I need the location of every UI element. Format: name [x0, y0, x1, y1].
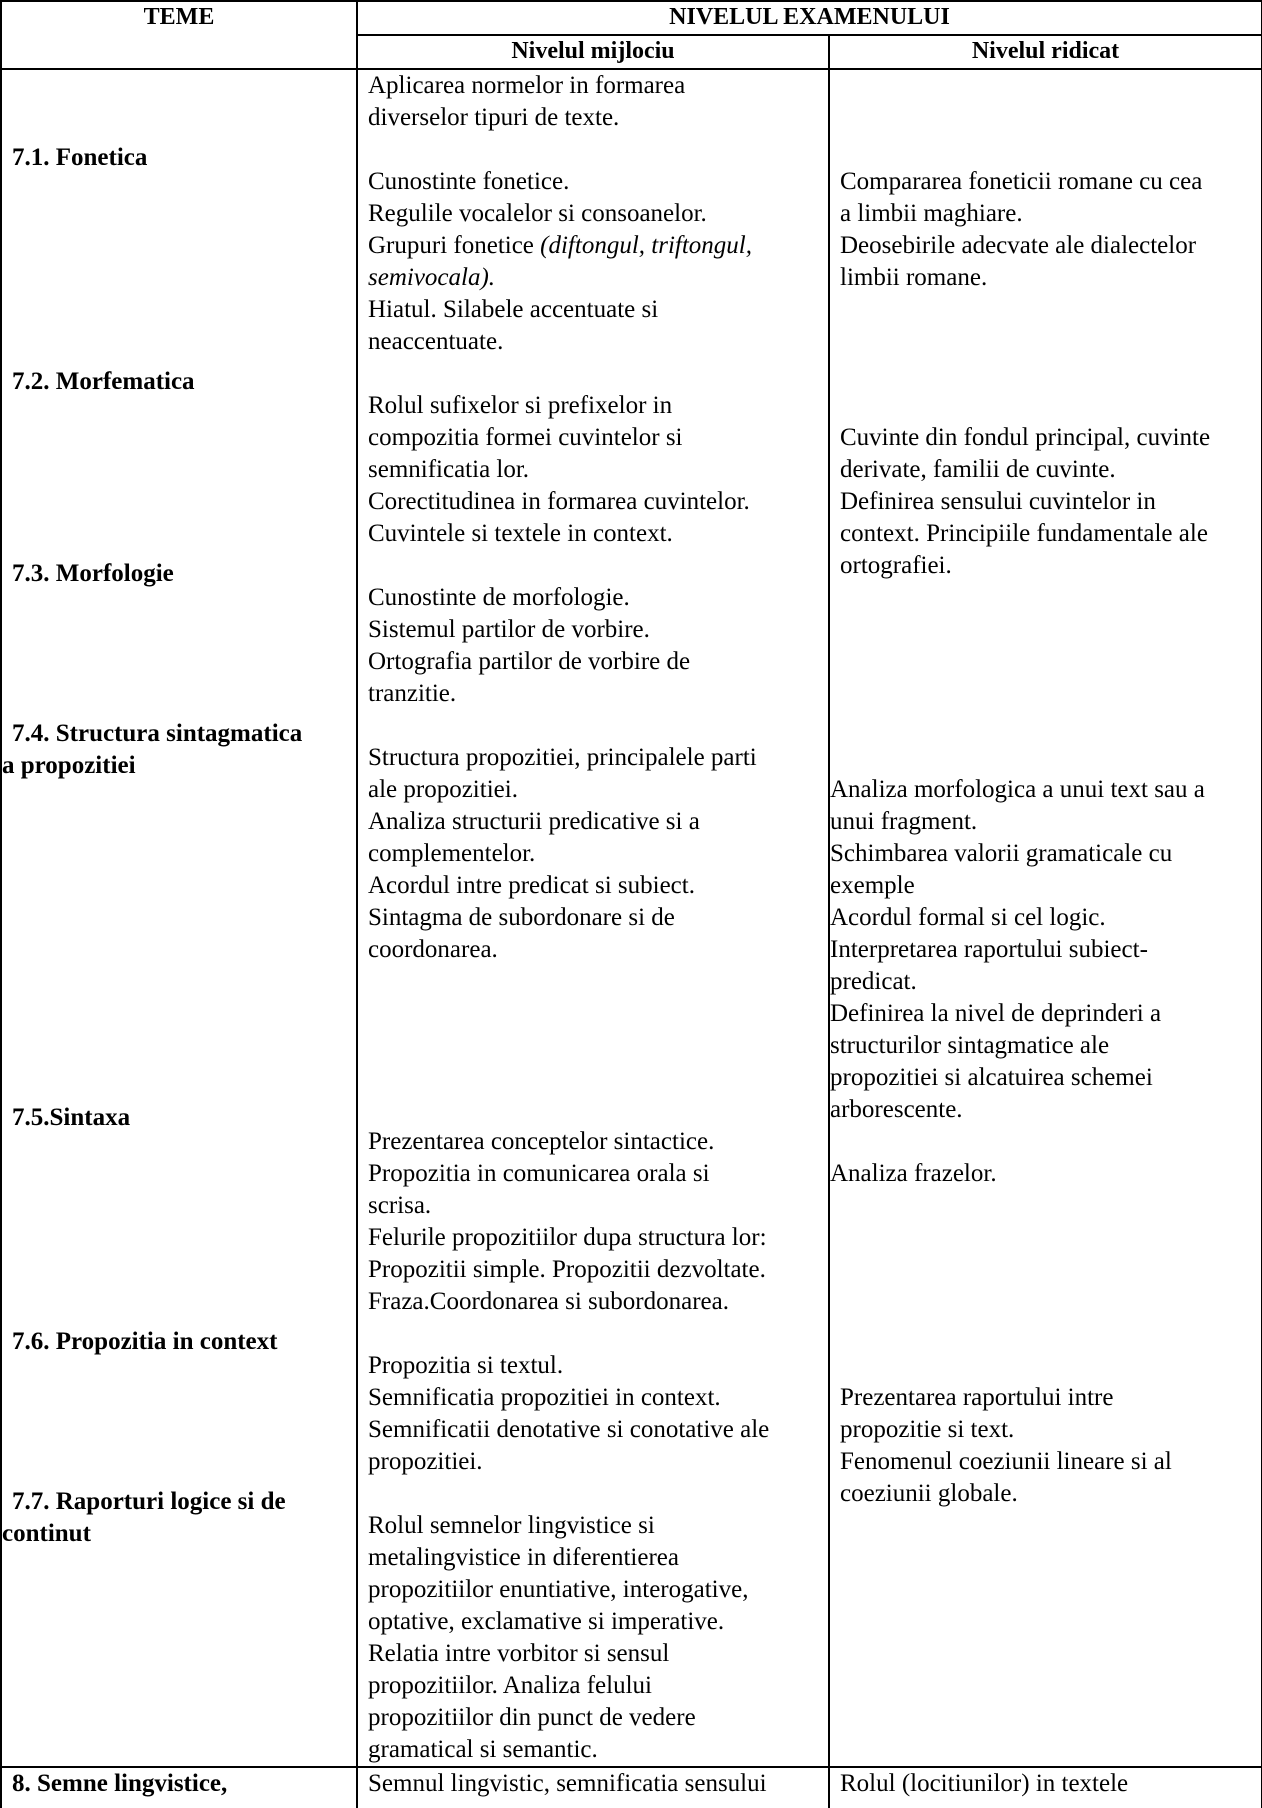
text-line: Semnificatia propozitiei in context.: [368, 1384, 721, 1411]
text-line: semnificatia lor.: [368, 456, 530, 483]
text-line: Hiatul. Silabele accentuate si: [368, 296, 659, 323]
text-line: Definirea la nivel de deprinderi a: [830, 1000, 1162, 1027]
text-line: Compararea foneticii romane cu cea: [840, 168, 1203, 195]
text-line: neaccentuate.: [368, 328, 504, 355]
topics-column: [1, 69, 357, 1767]
text-line: limbii romane.: [840, 264, 988, 291]
text-line: predicat.: [830, 968, 917, 995]
text-line: propozitie si text.: [840, 1416, 1015, 1443]
header-topics: TEME: [1, 1, 357, 69]
topic-cell: [1, 1767, 357, 1808]
header-row-1: [1, 1, 1262, 35]
topic-label: continut: [2, 1520, 91, 1547]
text-line: a limbii maghiare.: [840, 200, 1023, 227]
topic-label: 7.5.Sintaxa: [12, 1104, 131, 1131]
text-line: Rolul sufixelor si prefixelor in: [368, 392, 673, 419]
text-line: Rolul (locitiunilor) in textele: [840, 1770, 1129, 1797]
text-segment-italic: (diftongul, triftongul,: [540, 232, 752, 259]
text-line: Relatia intre vorbitor si sensul: [368, 1640, 670, 1667]
text-line: ale propozitiei.: [368, 776, 518, 803]
text-line: Acordul intre predicat si subiect.: [368, 872, 695, 899]
mid-level-cell: [357, 1767, 829, 1808]
high-level-column: [829, 69, 1262, 1767]
text-line: Aplicarea normelor in formarea: [368, 72, 686, 99]
text-line: scrisa.: [368, 1192, 432, 1219]
text-line: Sistemul partilor de vorbire.: [368, 616, 650, 643]
header-high-level: Nivelul ridicat: [829, 35, 1262, 69]
text-line: Propozitii simple. Propozitii dezvoltate.: [368, 1256, 766, 1283]
text-line: Propozitia si textul.: [368, 1352, 564, 1379]
text-line: Definirea sensului cuvintelor in: [840, 488, 1156, 515]
text-line: metalingvistice in diferentierea: [368, 1544, 679, 1571]
text-line: gramatical si semantic.: [368, 1736, 598, 1763]
text-line: Schimbarea valorii gramaticale cu: [830, 840, 1173, 867]
text-line: propozitiilor. Analiza felului: [368, 1672, 652, 1699]
text-line: unui fragment.: [830, 808, 978, 835]
text-line: Cuvinte din fondul principal, cuvinte: [840, 424, 1211, 451]
text-line: Analiza frazelor.: [830, 1160, 997, 1187]
mid-level-column: [357, 69, 829, 1767]
topic-label: 7.7. Raporturi logice si de: [12, 1488, 286, 1515]
text-line: Cuvintele si textele in context.: [368, 520, 673, 547]
text-line: Regulile vocalelor si consoanelor.: [368, 200, 707, 227]
text-line: coeziunii globale.: [840, 1480, 1018, 1507]
text-line: structurilor sintagmatice ale: [830, 1032, 1110, 1059]
text-line: Felurile propozitiilor dupa structura lor:: [368, 1224, 767, 1251]
topic-label: a propozitiei: [2, 752, 136, 779]
text-line: Propozitia in comunicarea orala si: [368, 1160, 710, 1187]
topic-label: 7.1. Fonetica: [12, 144, 148, 171]
text-line: arborescente.: [830, 1096, 963, 1123]
header-mid-level: Nivelul mijlociu: [357, 35, 829, 69]
topic-label: 7.3. Morfologie: [12, 560, 174, 587]
text-line: Sintagma de subordonare si de: [368, 904, 675, 931]
text-line: compozitia formei cuvintelor si: [368, 424, 683, 451]
text-line: Ortografia partilor de vorbire de: [368, 648, 691, 675]
text-line: Cunostinte de morfologie.: [368, 584, 630, 611]
text-line: propozitiilor enuntiative, interogative,: [368, 1576, 749, 1603]
text-line: ortografiei.: [840, 552, 952, 579]
high-level-cell: [829, 1767, 1262, 1808]
topic-label: 8. Semne lingvistice,: [12, 1770, 228, 1797]
text-line: Analiza structurii predicative si a: [368, 808, 700, 835]
text-line: Analiza morfologica a unui text sau a: [830, 776, 1205, 803]
text-line: derivate, familii de cuvinte.: [840, 456, 1116, 483]
topic-label: 7.4. Structura sintagmatica: [12, 720, 303, 747]
body-row-last: [1, 1767, 1262, 1808]
text-line: Fraza.Coordonarea si subordonarea.: [368, 1288, 729, 1315]
text-line: coordonarea.: [368, 936, 498, 963]
text-line: Cunostinte fonetice.: [368, 168, 570, 195]
text-line: Structura propozitiei, principalele parti: [368, 744, 757, 771]
text-line: Prezentarea raportului intre: [840, 1384, 1114, 1411]
text-line: Acordul formal si cel logic.: [830, 904, 1106, 931]
text-line: Interpretarea raportului subiect-: [830, 936, 1148, 963]
text-line: exemple: [830, 872, 915, 899]
text-line: Rolul semnelor lingvistice si: [368, 1512, 655, 1539]
text-line: Prezentarea conceptelor sintactice.: [368, 1128, 715, 1155]
text-line: Semnificatii denotative si conotative ale: [368, 1416, 770, 1443]
header-exam-level: NIVELUL EXAMENULUI: [357, 1, 1262, 35]
text-line: Corectitudinea in formarea cuvintelor.: [368, 488, 750, 515]
text-line: semivocala).: [368, 264, 496, 291]
text-line: diverselor tipuri de texte.: [368, 104, 620, 131]
text-line: complementelor.: [368, 840, 536, 867]
body-row: [1, 69, 1262, 1767]
text-line: [368, 230, 824, 262]
text-line: tranzitie.: [368, 680, 457, 707]
text-line: Semnul lingvistic, semnificatia sensului: [368, 1770, 767, 1797]
text-line: propozitiilor din punct de vedere: [368, 1704, 696, 1731]
text-line: context. Principiile fundamentale ale: [840, 520, 1208, 547]
text-line: optative, exclamative si imperative.: [368, 1608, 725, 1635]
topic-label: 7.2. Morfematica: [12, 368, 195, 395]
text-line: propozitiei.: [368, 1448, 483, 1475]
text-line: Fenomenul coeziunii lineare si al: [840, 1448, 1172, 1475]
topic-label: 7.6. Propozitia in context: [12, 1328, 278, 1355]
text-line: Deosebirile adecvate ale dialectelor: [840, 232, 1197, 259]
text-segment: Grupuri fonetice: [368, 232, 541, 259]
text-line: propozitiei si alcatuirea schemei: [830, 1064, 1153, 1091]
